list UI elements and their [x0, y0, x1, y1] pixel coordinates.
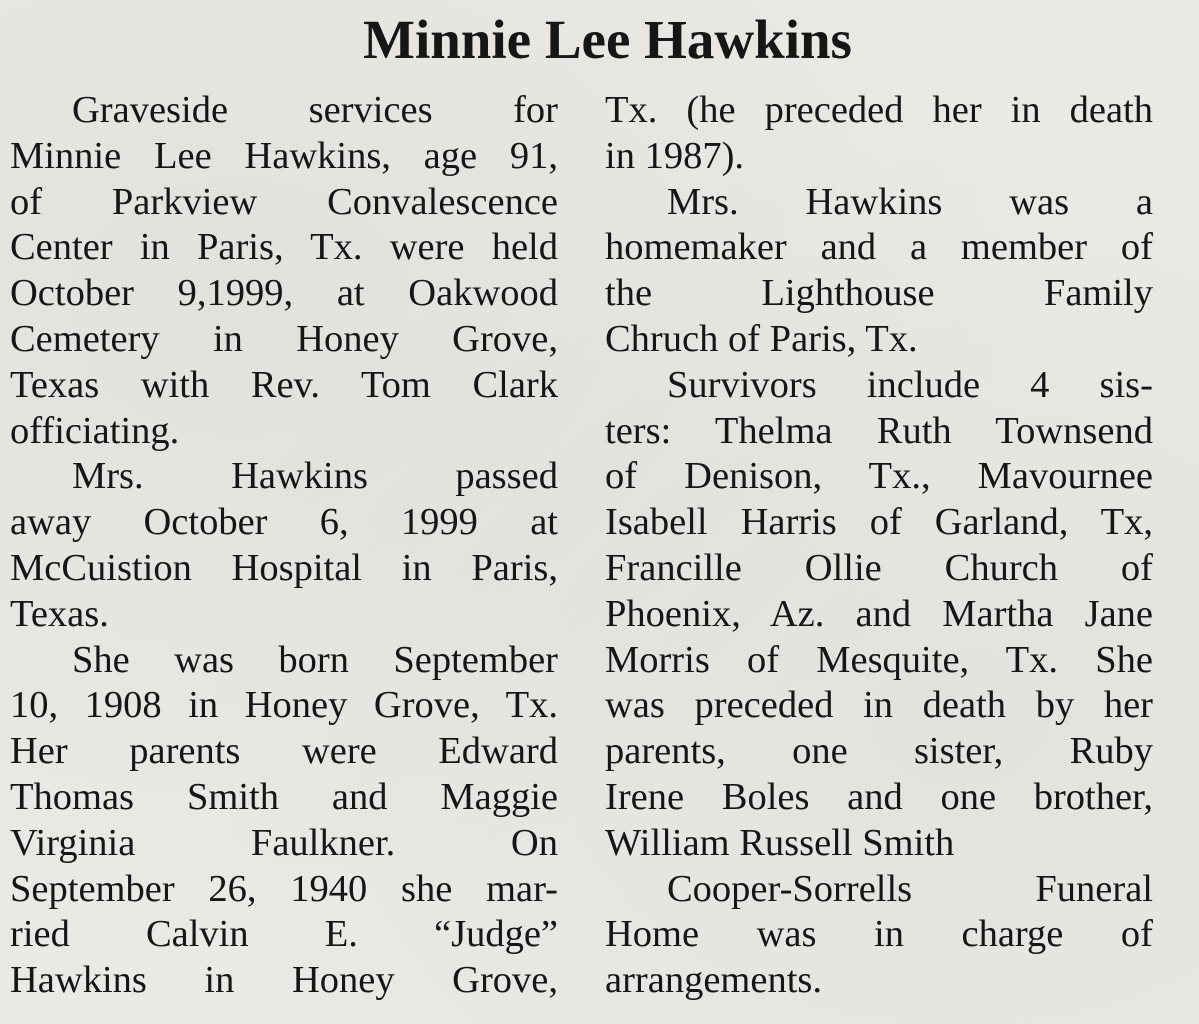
text-line: Mrs. Hawkins was a — [667, 180, 1153, 223]
text-line: She was born September — [72, 638, 558, 681]
text-line: of Denison, Tx., Mavournee — [605, 455, 1153, 498]
text-line: ters: Thelma Ruth Townsend — [605, 409, 1153, 452]
text-line: McCuistion Hospital in Paris, — [10, 546, 558, 589]
text-line: Mrs. Hawkins passed — [72, 455, 558, 498]
text-line: October 9,1999, at Oakwood — [10, 272, 558, 315]
text-line: Francille Ollie Church of — [605, 546, 1153, 589]
text-line: Phoenix, Az. and Martha Jane — [605, 592, 1153, 635]
text-line: Texas with Rev. Tom Clark — [10, 363, 558, 406]
text-line: William Russell Smith — [605, 821, 955, 864]
text-line: in 1987). — [605, 134, 745, 177]
text-line: arrangements. — [605, 959, 822, 1002]
obituary-headline: Minnie Lee Hawkins — [363, 9, 852, 70]
text-line: the Lighthouse Family — [605, 272, 1153, 315]
text-line: Center in Paris, Tx. were held — [10, 226, 558, 269]
text-line: Virginia Faulkner. On — [10, 821, 558, 864]
text-line: Chruch of Paris, Tx. — [605, 317, 918, 360]
text-line: Minnie Lee Hawkins, age 91, — [10, 134, 558, 177]
text-line: Survivors include 4 sis- — [667, 363, 1153, 406]
text-line: was preceded in death by her — [605, 684, 1153, 727]
text-line: September 26, 1940 she mar- — [10, 867, 558, 910]
text-line: Irene Boles and one brother, — [605, 775, 1153, 818]
text-line: Hawkins in Honey Grove, — [10, 959, 558, 1002]
text-line: Cooper-Sorrells Funeral — [667, 867, 1153, 910]
text-line: officiating. — [10, 409, 180, 452]
right-text-column — [605, 88, 1153, 1004]
text-line: Thomas Smith and Maggie — [10, 775, 558, 818]
text-line: Cemetery in Honey Grove, — [10, 317, 558, 360]
text-line: Graveside services for — [72, 89, 558, 131]
text-line: Morris of Mesquite, Tx. She — [605, 638, 1153, 681]
text-line: of Parkview Convalescence — [10, 180, 558, 223]
text-line: 10, 1908 in Honey Grove, Tx. — [10, 684, 558, 727]
text-line: Her parents were Edward — [10, 730, 558, 773]
text-line: Isabell Harris of Garland, Tx, — [605, 501, 1153, 544]
text-line: Home was in charge of — [605, 913, 1153, 956]
text-line: Texas. — [10, 592, 109, 635]
text-line: parents, one sister, Ruby — [605, 730, 1153, 773]
left-text-column — [10, 88, 558, 1004]
text-line: homemaker and a member of — [605, 226, 1153, 269]
text-line: ried Calvin E. “Judge” — [10, 913, 558, 956]
text-line: Tx. (he preceded her in death — [605, 89, 1153, 131]
text-line: away October 6, 1999 at — [10, 501, 558, 544]
